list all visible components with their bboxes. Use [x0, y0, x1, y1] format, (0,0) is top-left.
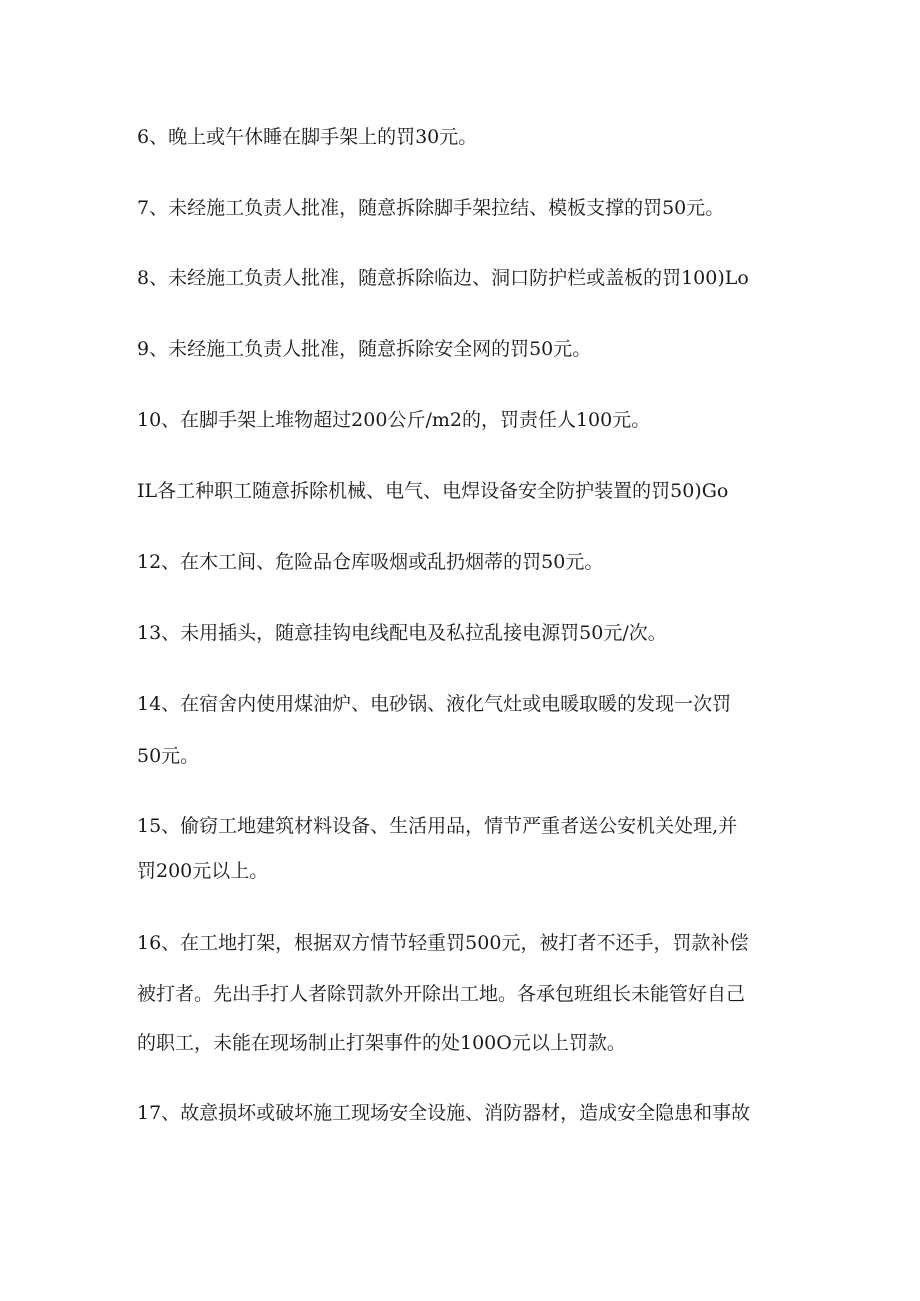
- rule-14-line-1: 14、在宿舍内使用煤油炉、电砂锅、液化气灶或电暖取暖的发现一次罚: [137, 693, 732, 715]
- rule-8-line-1: 8、未经施工负责人批准，随意拆除临边、洞口防护栏或盖板的罚100)Lo: [137, 267, 749, 289]
- rule-11-line-1: IL各工种职工随意拆除机械、电气、电焊设备安全防护装置的罚50)Go: [137, 480, 729, 502]
- rule-13-line-1: 13、未用插头，随意挂钩电线配电及私拉乱接电源罚50元/次。: [137, 622, 667, 644]
- rule-16-line-1: 16、在工地打架，根据双方情节轻重罚500元，被打者不还手，罚款补偿: [137, 932, 749, 954]
- rule-17-line-1: 17、故意损坏或破坏施工现场安全设施、消防器材，造成安全隐患和事故: [137, 1102, 751, 1124]
- rule-15-line-2: 罚200元以上。: [137, 860, 269, 882]
- rule-14-line-2: 50元。: [137, 745, 200, 767]
- rule-10-line-1: 10、在脚手架上堆物超过200公斤/m2的，罚责任人100元。: [137, 409, 651, 431]
- rule-9-line-1: 9、未经施工负责人批准，随意拆除安全网的罚50元。: [137, 338, 592, 360]
- rule-16-line-3: 的职工，未能在现场制止打架事件的处100O元以上罚款。: [137, 1032, 626, 1054]
- rule-12-line-1: 12、在木工间、危险品仓库吸烟或乱扔烟蒂的罚50元。: [137, 551, 604, 573]
- rule-6-line-1: 6、晚上或午休睡在脚手架上的罚30元。: [137, 126, 478, 148]
- rule-15-line-1: 15、偷窃工地建筑材料设备、生活用品，情节严重者送公安机关处理,并: [137, 815, 738, 837]
- rule-7-line-1: 7、未经施工负责人批准，随意拆除脚手架拉结、模板支撑的罚50元。: [137, 197, 725, 219]
- rule-16-line-2: 被打者。先出手打人者除罚款外开除出工地。各承包班组长未能管好自己: [137, 983, 746, 1005]
